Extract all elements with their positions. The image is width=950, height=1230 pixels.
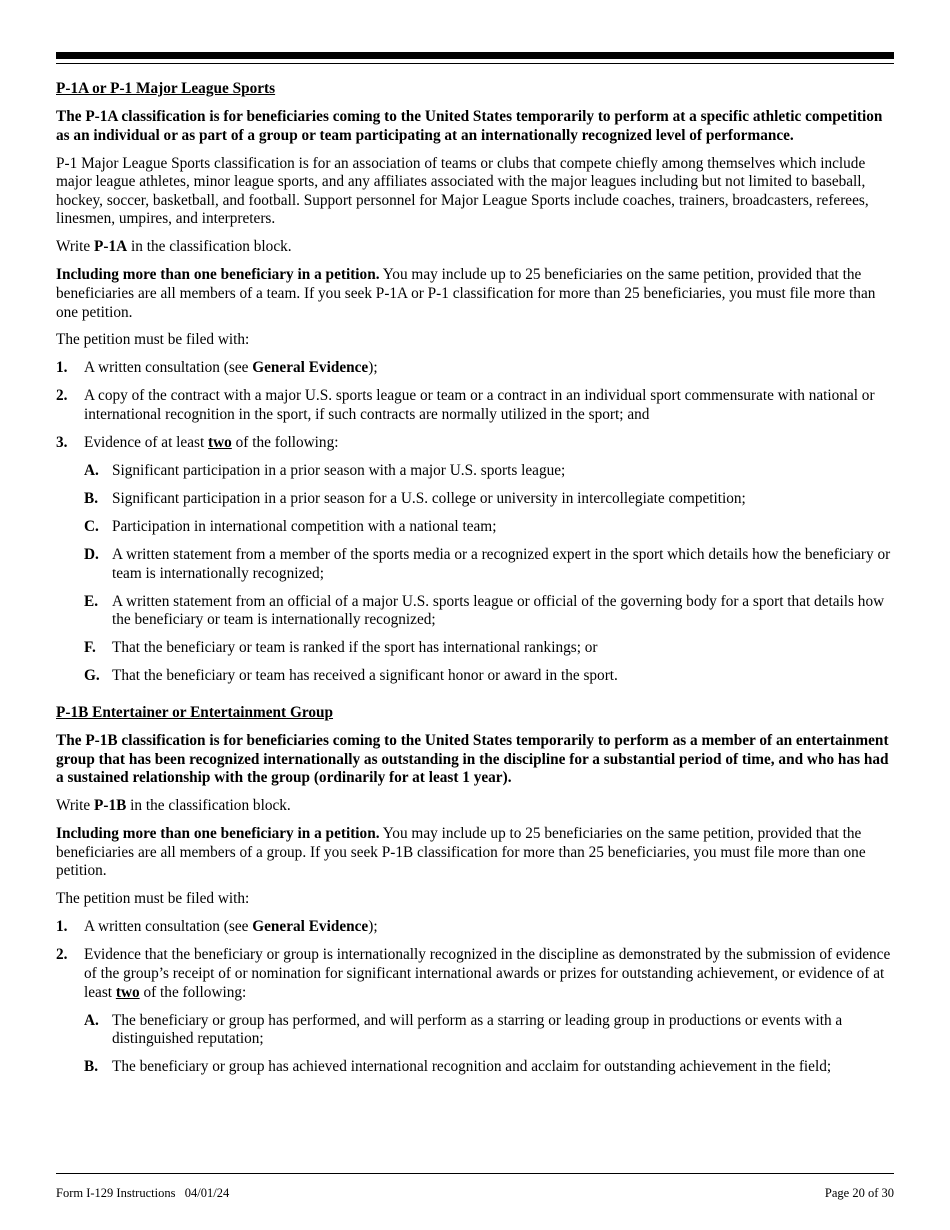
footer-rule: [56, 1173, 894, 1174]
p1-major-league-paragraph: P-1 Major League Sports classification is for an association of teams or clubs that compete chiefly among themselves which include major league athletes, minor league sports, and any affiliates associated with the major leagues including but not limited to baseball, hockey, soccer, basketball, and football. Support personnel for Major League Sports include coaches, trainers, broadcasters, referees, linesmen, umpires, and interpreters.: [56, 154, 869, 228]
item-text: [84, 359, 894, 378]
section-heading-p1b: P-1B Entertainer or Entertainment Group: [56, 704, 334, 722]
sub-text: That the beneficiary or team is ranked if the sport has international rankings; or: [112, 639, 598, 657]
p1a-sub-d: [84, 546, 894, 583]
sub-letter: A.: [84, 1011, 99, 1029]
item-number: 1.: [56, 918, 68, 936]
p1a-filed-with: The petition must be filed with:: [56, 331, 250, 349]
p1a-sub-b: [84, 490, 894, 509]
multiple-beneficiaries-text: You may include up to 25 beneficiaries on the same petition, provided that the beneficiaries are all members of a group. If you seek P-1B classification for more than 25 beneficiaries, you must file more than one petition.: [56, 825, 866, 880]
p1b-item-2: [56, 946, 894, 1002]
sub-letter: E.: [84, 592, 99, 610]
emphasis-two: two: [115, 983, 140, 1001]
p1b-sub-b: [84, 1058, 894, 1077]
multiple-beneficiaries-label: Including more than one beneficiary in a petition.: [56, 825, 380, 843]
sub-letter: A.: [84, 462, 99, 480]
p1b-item-1: [56, 918, 894, 937]
item-text-pre: Evidence of at least: [84, 434, 209, 452]
p1b-intro: The P-1B classification is for beneficiaries coming to the United States temporarily to perform as a member of an entertainment group that has been recognized internationally as outstanding in the discipline for a substantial period of time, and who has had a sustained relationship with the group (ordinarily for at least 1 year).: [56, 732, 889, 787]
item-text: [84, 434, 894, 453]
general-evidence-ref: General Evidence: [252, 359, 369, 377]
sub-text: A written statement from a member of the sports media or a recognized expert in the sport which details how the beneficiary or team is internationally recognized;: [112, 545, 891, 582]
sub-letter: B.: [84, 490, 99, 507]
item-text-post: of the following:: [231, 434, 339, 452]
item-text-post: );: [368, 359, 378, 377]
sub-text: The beneficiary or group has achieved international recognition and acclaim for outstanding achievement in the field;: [112, 1058, 832, 1076]
page-footer: [56, 1186, 894, 1201]
p1a-sub-f: [84, 639, 894, 658]
p1a-multiple-beneficiaries: [56, 266, 894, 322]
item-text: [84, 918, 894, 937]
emphasis-two: two: [208, 434, 232, 452]
item-number: 2.: [56, 387, 68, 405]
item-text-pre: Evidence that the beneficiary or group is internationally recognized in the discipline as demonstrated by the submission of evidence of the group’s receipt of or nomination for significant international awards or prizes for outstanding achievement, or evidence of at least: [84, 946, 891, 1001]
item-number: 1.: [56, 359, 68, 377]
write-post: in the classification block.: [127, 238, 292, 256]
classification-code: P-1B: [94, 797, 127, 815]
sub-text: Participation in international competition with a national team;: [112, 517, 497, 535]
p1a-write-instruction: [56, 238, 894, 257]
footer-form-id: Form I-129 Instructions 04/01/24: [56, 1186, 230, 1200]
p1b-write-instruction: [56, 797, 894, 816]
p1a-item-2: [56, 387, 894, 424]
item-text: A copy of the contract with a major U.S. sports league or team or a contract in an individual sport commensurate with national or international recognition in the sport, if such contracts are normally utilized in the sport; and: [84, 387, 875, 424]
classification-code: P-1A: [94, 238, 128, 256]
general-evidence-ref: General Evidence: [252, 918, 369, 936]
header-rule-thick: [56, 52, 894, 59]
p1a-intro: The P-1A classification is for beneficiaries coming to the United States temporarily to perform at a specific athletic competition as an individual or as part of a group or team participating at an internationally recognized level of performance.: [56, 107, 883, 144]
p1b-filed-with: The petition must be filed with:: [56, 890, 250, 908]
sub-text: The beneficiary or group has performed, and will perform as a starring or leading group in productions or events with a distinguished reputation;: [112, 1011, 843, 1048]
sub-text: Significant participation in a prior season for a U.S. college or university in intercollegiate competition;: [112, 490, 746, 507]
write-pre: Write: [56, 238, 95, 256]
p1b-sub-a: [84, 1012, 894, 1049]
p1a-item-3: [56, 434, 894, 453]
write-pre: Write: [56, 797, 95, 815]
header-rule-thin: [56, 63, 894, 64]
multiple-beneficiaries-label: Including more than one beneficiary in a petition.: [56, 266, 380, 284]
sub-letter: C.: [84, 517, 99, 535]
p1a-item-1: [56, 359, 894, 378]
p1b-multiple-beneficiaries: [56, 825, 894, 881]
item-text-pre: A written consultation (see: [84, 359, 253, 377]
p1a-sub-a: [84, 462, 894, 481]
multiple-beneficiaries-text: You may include up to 25 beneficiaries on the same petition, provided that the beneficiaries are all members of a team. If you seek P-1A or P-1 classification for more than 25 beneficiaries, you must file more than one petition.: [56, 266, 876, 321]
p1a-sub-c: [84, 518, 894, 537]
item-text: [84, 946, 894, 1002]
write-post: in the classification block.: [126, 797, 291, 815]
p1a-sub-e: [84, 593, 894, 630]
sub-letter: G.: [84, 667, 100, 685]
p1a-sub-g: [84, 667, 894, 686]
section-heading-p1a: P-1A or P-1 Major League Sports: [56, 80, 276, 97]
page-content: [56, 80, 894, 1086]
item-text-post: );: [368, 918, 378, 936]
item-number: 2.: [56, 946, 68, 964]
item-number: 3.: [56, 434, 68, 452]
sub-letter: D.: [84, 545, 99, 563]
section-spacer: [56, 695, 894, 704]
sub-text: A written statement from an official of a major U.S. sports league or official of the governing body for a sport that details how the beneficiary or team is internationally recognized;: [112, 592, 885, 629]
sub-text: That the beneficiary or team has received a significant honor or award in the sport.: [112, 667, 618, 685]
sub-letter: B.: [84, 1058, 99, 1076]
item-text-pre: A written consultation (see: [84, 918, 253, 936]
item-text-post: of the following:: [139, 983, 247, 1001]
sub-letter: F.: [84, 639, 96, 657]
footer-page-number: Page 20 of 30: [824, 1186, 894, 1200]
sub-text: Significant participation in a prior season with a major U.S. sports league;: [112, 462, 566, 480]
